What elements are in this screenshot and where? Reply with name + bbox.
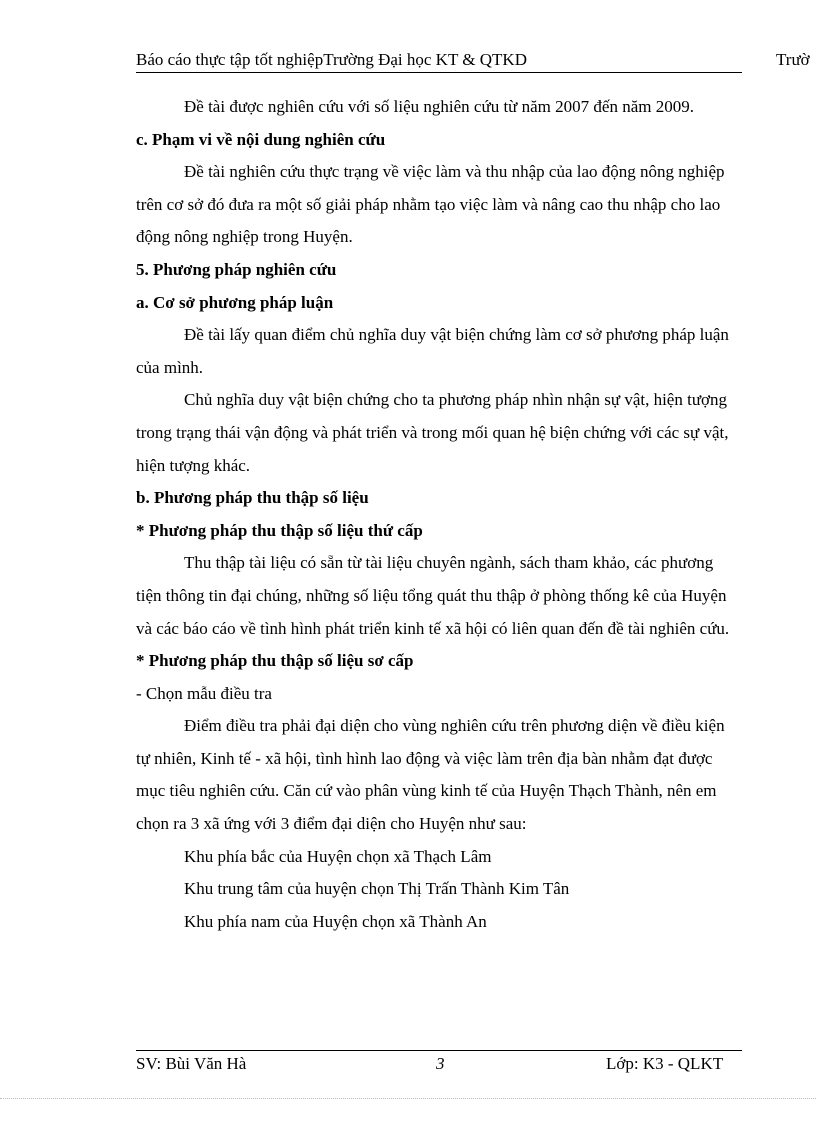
- paragraph: Đề tài nghiên cứu thực trạng về việc làm và thu nhập của lao động nông nghiệp trên cơ sở đó đưa ra một số giải pháp nhằm tạo việc làm và nâng cao thu nhập cho lao động nông nghiệp trong Huyện.: [136, 162, 725, 247]
- footer-class: Lớp: K3 - QLKT: [606, 1054, 724, 1073]
- page-header: [136, 50, 742, 73]
- list-label: - Chọn mẫu điều tra: [136, 683, 272, 703]
- section-heading: * Phương pháp thu thập số liệu sơ cấp: [136, 651, 414, 671]
- paragraph: Đề tài được nghiên cứu với số liệu nghiên cứu từ năm 2007 đến năm 2009.: [184, 97, 694, 116]
- paragraph: Điểm điều tra phải đại diện cho vùng nghiên cứu trên phương diện về điều kiện tự nhiên, Kinh tế - xã hội, tình hình lao động và việc làm trên địa bàn nhằm đạt được mục tiêu nghiên cứu. Căn cứ vào phân vùng kinh tế của Huyện Thạch Thành, nên em chọn ra 3 xã ứng với 3 điểm đại diện cho Huyện như sau:: [136, 716, 725, 834]
- paragraph: Thu thập tài liệu có sẵn từ tài liệu chuyên ngành, sách tham khảo, các phương tiện thông tin đại chúng, những số liệu tổng quát thu thập ở phòng thống kê của Huyện và các báo cáo về tình hình phát triển kinh tế xã hội có liên quan đến đề tài nghiên cứu.: [136, 553, 730, 638]
- document-body: [136, 91, 736, 938]
- paragraph: Chủ nghĩa duy vật biện chứng cho ta phương pháp nhìn nhận sự vật, hiện tượng trong trạng thái vận động và phát triển và trong mối quan hệ biện chứng với các sự vật, hiện tượng khác.: [136, 390, 729, 475]
- list-item: Khu phía bắc của Huyện chọn xã Thạch Lâm: [184, 846, 492, 866]
- page-break-line: [0, 1098, 816, 1099]
- header-title: Báo cáo thực tập tốt nghiệpTrường Đại học KT & QTKD: [136, 50, 527, 69]
- footer-divider: [136, 1050, 742, 1051]
- section-heading: 5. Phương pháp nghiên cứu: [136, 259, 337, 279]
- paragraph: Đề tài lấy quan điểm chủ nghĩa duy vật biện chứng làm cơ sở phương pháp luận của mình.: [136, 325, 729, 377]
- header-overflow-text: Trườ: [776, 50, 810, 69]
- list-item: Khu trung tâm của huyện chọn Thị Trấn Thành Kim Tân: [184, 879, 570, 899]
- section-heading: a. Cơ sở phương pháp luận: [136, 292, 334, 312]
- footer-student: SV: Bùi Văn Hà: [136, 1054, 247, 1073]
- section-heading: * Phương pháp thu thập số liệu thứ cấp: [136, 520, 423, 540]
- page-number: 3: [436, 1054, 445, 1073]
- section-heading: c. Phạm vi về nội dung nghiên cứu: [136, 129, 386, 149]
- section-heading: b. Phương pháp thu thập số liệu: [136, 488, 369, 508]
- list-item: Khu phía nam của Huyện chọn xã Thành An: [184, 911, 487, 931]
